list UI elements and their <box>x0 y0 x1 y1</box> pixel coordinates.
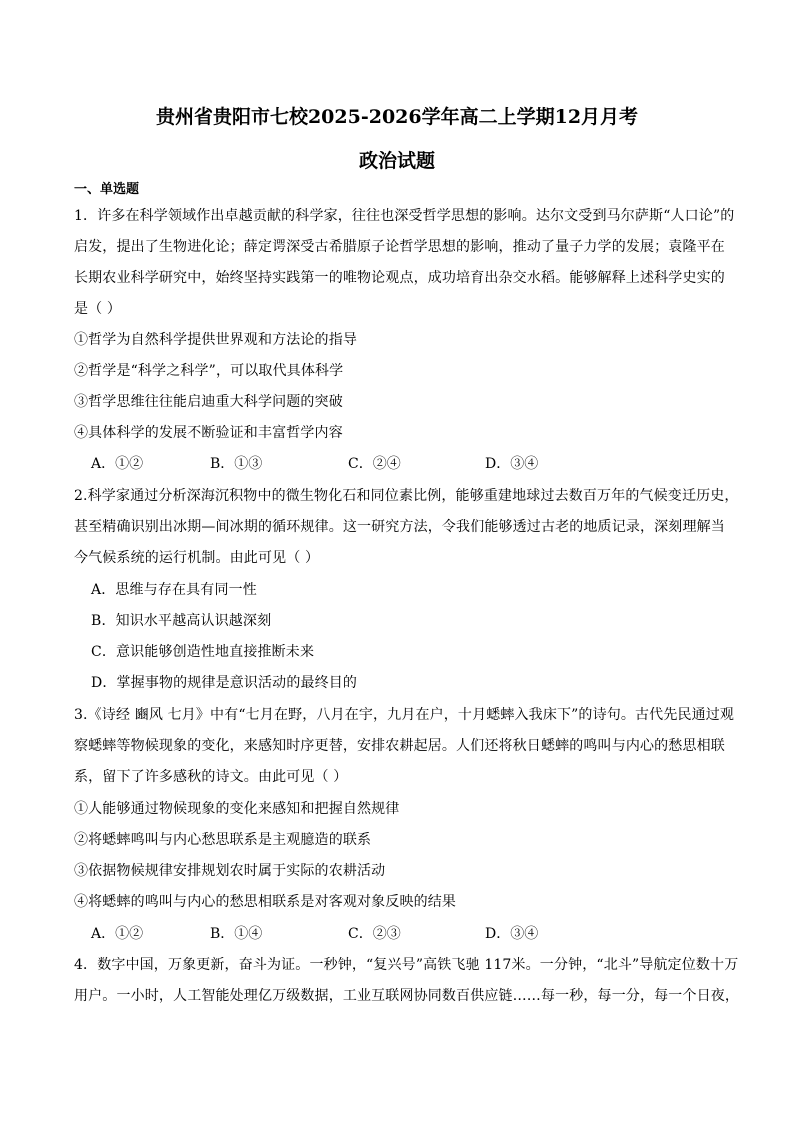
q1-statement: ②哲学是“科学之科学”，可以取代具体科学 <box>74 363 344 379</box>
q2-option-c[interactable]: C．意识能够创造性地直接推断未来 <box>91 644 315 660</box>
exam-title: 贵州省贵阳市七校2025-2026学年高二上学期12月月考 <box>155 106 639 128</box>
q2-stem-line: 今气候系统的运行机制。由此可见（ ） <box>74 550 320 566</box>
q4-stem-line: 4．数字中国，万象更新，奋斗为证。一秒钟，“复兴号”高铁飞驰 117米。一分钟，“北斗”导航定位数十万 <box>74 957 739 973</box>
q1-stem-line: 是（ ） <box>74 301 122 317</box>
q3-stem-line: 3.《诗经 豳风 七月》中有“七月在野，八月在宇，九月在户，十月蟋蟀入我床下”的诗句。古代先民通过观 <box>74 707 735 723</box>
q3-statement: ④将蟋蟀的鸣叫与内心的愁思相联系是对客观对象反映的结果 <box>74 894 457 910</box>
q3-stem-line: 察蟋蟀等物候现象的变化，来感知时序更替，安排农耕起居。人们还将秋日蟋蟀的鸣叫与内心的愁思相联 <box>74 738 725 754</box>
section-heading: 一、单选题 <box>74 182 140 197</box>
q1-statement: ①哲学为自然科学提供世界观和方法论的指导 <box>74 332 357 348</box>
q2-option-d[interactable]: D．掌握事物的规律是意识活动的最终目的 <box>91 675 358 691</box>
q3-stem-line: 系，留下了许多感秋的诗文。由此可见（ ） <box>74 769 348 785</box>
q2-option-b[interactable]: B．知识水平越高认识越深刻 <box>91 613 272 629</box>
q3-option-b[interactable]: B．①④ <box>210 926 263 942</box>
exam-subject: 政治试题 <box>358 150 435 172</box>
q2-stem-line: 2.科学家通过分析深海沉积物中的微生物化石和同位素比例，能够重建地球过去数百万年的气候变迁历史， <box>74 488 739 504</box>
q1-option-d[interactable]: D．③④ <box>485 456 539 472</box>
q1-option-b[interactable]: B．①③ <box>210 456 263 472</box>
q3-option-a[interactable]: A．①② <box>91 926 144 942</box>
q1-stem-line: 启发，提出了生物进化论；薛定谔深受古希腊原子论哲学思想的影响，推动了量子力学的发展；袁隆平在 <box>74 239 725 255</box>
q1-option-a[interactable]: A．①② <box>91 456 144 472</box>
q1-statement: ④具体科学的发展不断验证和丰富哲学内容 <box>74 425 343 441</box>
q1-stem-line: 长期农业科学研究中，始终坚持实践第一的唯物论观点，成功培育出杂交水稻。能够解释上述科学史实的 <box>74 270 725 286</box>
q3-statement: ③依据物候规律安排规划农时属于实际的农耕活动 <box>74 863 386 879</box>
q3-option-c[interactable]: C．②③ <box>348 926 401 942</box>
q1-statement: ③哲学思维往往能启迪重大科学问题的突破 <box>74 394 343 410</box>
q1-stem-line: 1．许多在科学领域作出卓越贡献的科学家，往往也深受哲学思想的影响。达尔文受到马尔萨斯“人口论”的 <box>74 208 735 224</box>
q1-option-c[interactable]: C．②④ <box>348 456 401 472</box>
q3-statement: ②将蟋蟀鸣叫与内心愁思联系是主观臆造的联系 <box>74 832 372 848</box>
q2-option-a[interactable]: A．思维与存在具有同一性 <box>91 582 257 598</box>
q4-stem-line: 用户。一小时，人工智能处理亿万级数据，工业互联网协同数百供应链……每一秒，每一分，每一个日夜， <box>74 988 740 1004</box>
q3-statement: ①人能够通过物候现象的变化来感知和把握自然规律 <box>74 801 400 817</box>
q3-option-d[interactable]: D．③④ <box>485 926 539 942</box>
q2-stem-line: 甚至精确识别出冰期—间冰期的循环规律。这一研究方法，令我们能够透过古老的地质记录，深刻理解当 <box>74 519 725 535</box>
